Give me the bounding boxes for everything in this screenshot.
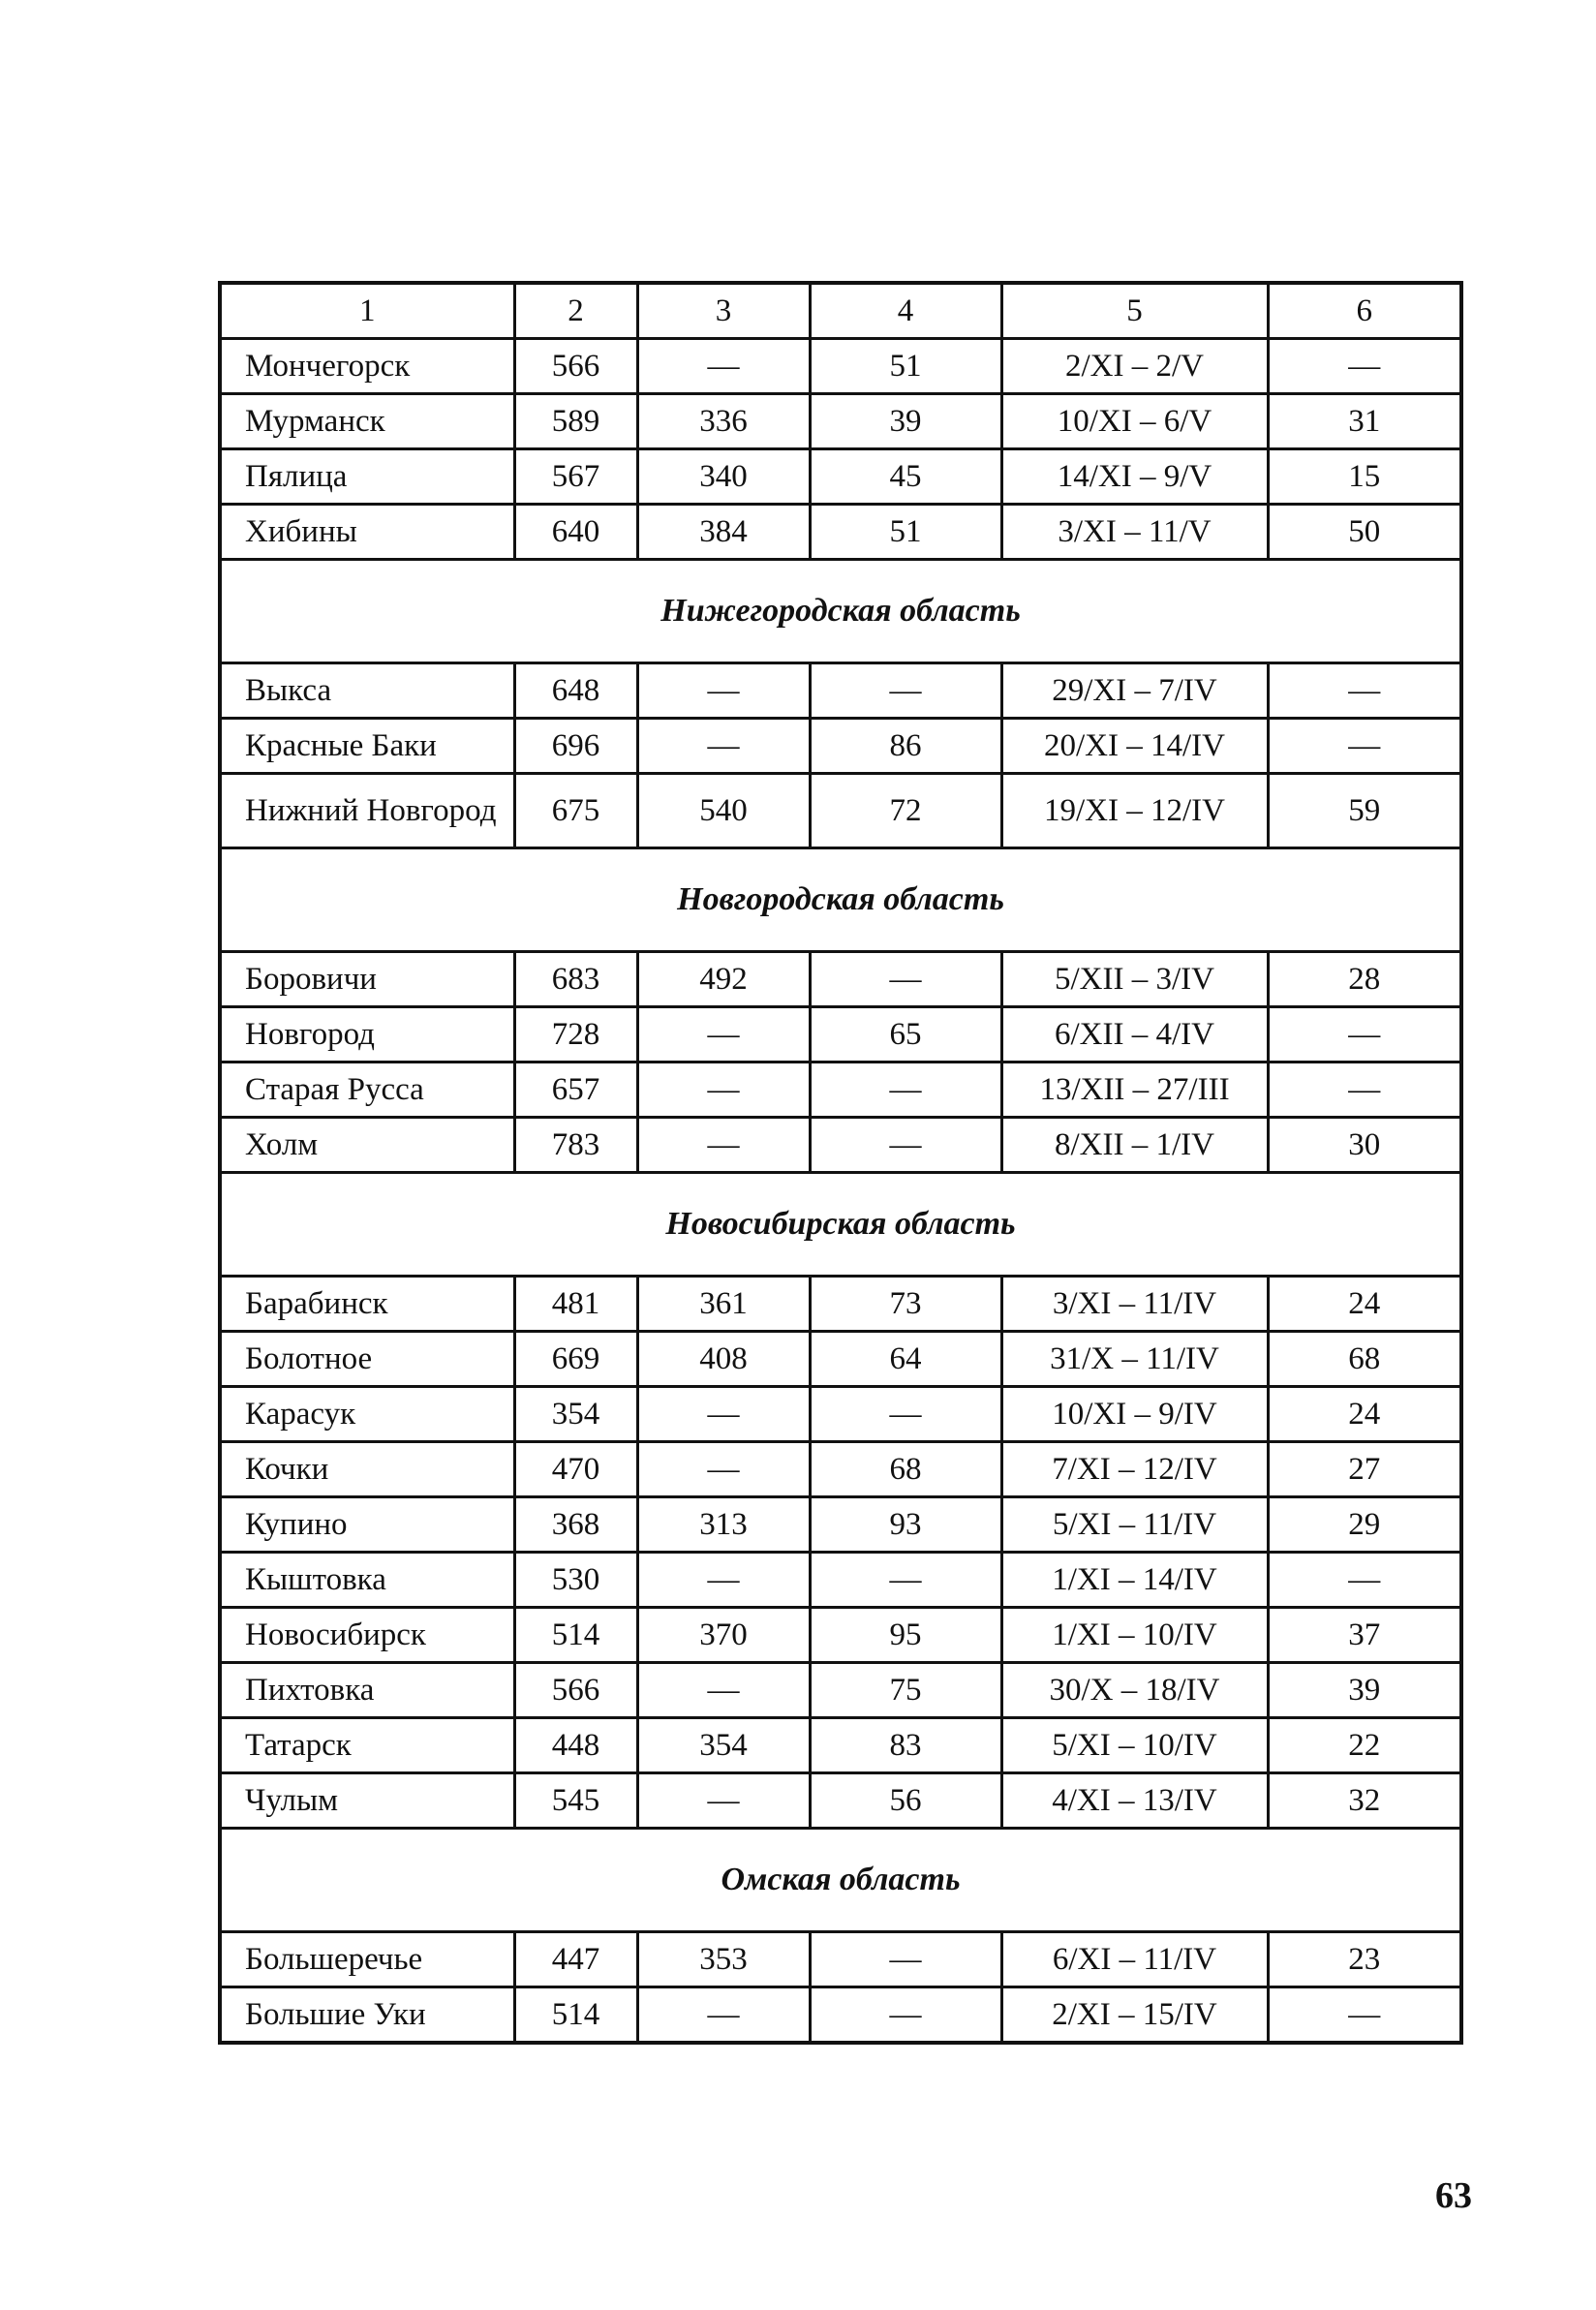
value-cell-col-5: 5/XII – 3/IV bbox=[1001, 952, 1268, 1007]
value-cell-col-2: 354 bbox=[514, 1387, 637, 1442]
value-cell-col-6: — bbox=[1268, 719, 1461, 774]
value-cell-col-3: — bbox=[637, 719, 810, 774]
value-cell-col-6: — bbox=[1268, 1553, 1461, 1608]
table-row bbox=[220, 1663, 1461, 1718]
station-name-cell: Пихтовка bbox=[220, 1663, 514, 1718]
value-cell-col-4: — bbox=[810, 952, 1001, 1007]
value-cell-col-5: 19/XI – 12/IV bbox=[1001, 774, 1268, 848]
value-cell-col-2: 669 bbox=[514, 1332, 637, 1387]
column-number-row bbox=[220, 283, 1461, 339]
station-name-cell: Новосибирск bbox=[220, 1608, 514, 1663]
value-cell-col-3: 361 bbox=[637, 1277, 810, 1332]
value-cell-col-5: 30/X – 18/IV bbox=[1001, 1663, 1268, 1718]
region-heading: Новосибирская область bbox=[220, 1173, 1461, 1277]
value-cell-col-6: 50 bbox=[1268, 505, 1461, 560]
column-number-cell: 6 bbox=[1268, 283, 1461, 339]
table-body bbox=[220, 283, 1461, 2043]
table-row bbox=[220, 1118, 1461, 1173]
value-cell-col-5: 1/XI – 14/IV bbox=[1001, 1553, 1268, 1608]
value-cell-col-2: 368 bbox=[514, 1497, 637, 1553]
value-cell-col-4: 93 bbox=[810, 1497, 1001, 1553]
value-cell-col-2: 470 bbox=[514, 1442, 637, 1497]
value-cell-col-6: — bbox=[1268, 339, 1461, 394]
station-name-cell: Кочки bbox=[220, 1442, 514, 1497]
value-cell-col-5: 1/XI – 10/IV bbox=[1001, 1608, 1268, 1663]
station-name-cell: Чулым bbox=[220, 1773, 514, 1829]
value-cell-col-2: 481 bbox=[514, 1277, 637, 1332]
table-row bbox=[220, 1332, 1461, 1387]
table-row bbox=[220, 1063, 1461, 1118]
value-cell-col-5: 14/XI – 9/V bbox=[1001, 449, 1268, 505]
value-cell-col-4: 75 bbox=[810, 1663, 1001, 1718]
value-cell-col-3: 340 bbox=[637, 449, 810, 505]
table-row bbox=[220, 1007, 1461, 1063]
value-cell-col-6: 24 bbox=[1268, 1277, 1461, 1332]
value-cell-col-6: 29 bbox=[1268, 1497, 1461, 1553]
value-cell-col-3: — bbox=[637, 1442, 810, 1497]
table-row bbox=[220, 394, 1461, 449]
region-heading-row bbox=[220, 1829, 1461, 1932]
value-cell-col-5: 3/XI – 11/V bbox=[1001, 505, 1268, 560]
station-name-cell: Большеречье bbox=[220, 1932, 514, 1987]
station-name-cell: Купино bbox=[220, 1497, 514, 1553]
value-cell-col-5: 6/XI – 11/IV bbox=[1001, 1932, 1268, 1987]
value-cell-col-4: — bbox=[810, 1932, 1001, 1987]
value-cell-col-2: 514 bbox=[514, 1987, 637, 2044]
station-name-cell: Старая Русса bbox=[220, 1063, 514, 1118]
value-cell-col-6: 24 bbox=[1268, 1387, 1461, 1442]
value-cell-col-6: 39 bbox=[1268, 1663, 1461, 1718]
value-cell-col-3: 353 bbox=[637, 1932, 810, 1987]
value-cell-col-4: — bbox=[810, 1063, 1001, 1118]
table-row bbox=[220, 663, 1461, 719]
region-heading: Омская область bbox=[220, 1829, 1461, 1932]
station-name-cell: Пялица bbox=[220, 449, 514, 505]
value-cell-col-6: 59 bbox=[1268, 774, 1461, 848]
table-row bbox=[220, 719, 1461, 774]
value-cell-col-5: 29/XI – 7/IV bbox=[1001, 663, 1268, 719]
value-cell-col-4: 45 bbox=[810, 449, 1001, 505]
station-name-cell: Карасук bbox=[220, 1387, 514, 1442]
value-cell-col-2: 566 bbox=[514, 1663, 637, 1718]
station-name-cell: Боровичи bbox=[220, 952, 514, 1007]
region-heading: Нижегородская область bbox=[220, 560, 1461, 663]
value-cell-col-3: — bbox=[637, 663, 810, 719]
value-cell-col-4: — bbox=[810, 663, 1001, 719]
value-cell-col-6: 37 bbox=[1268, 1608, 1461, 1663]
value-cell-col-4: 86 bbox=[810, 719, 1001, 774]
value-cell-col-3: 492 bbox=[637, 952, 810, 1007]
value-cell-col-5: 2/XI – 15/IV bbox=[1001, 1987, 1268, 2044]
value-cell-col-5: 10/XI – 6/V bbox=[1001, 394, 1268, 449]
region-heading-row bbox=[220, 560, 1461, 663]
value-cell-col-3: — bbox=[637, 339, 810, 394]
station-name-cell: Холм bbox=[220, 1118, 514, 1173]
value-cell-col-6: 32 bbox=[1268, 1773, 1461, 1829]
value-cell-col-6: 27 bbox=[1268, 1442, 1461, 1497]
value-cell-col-4: — bbox=[810, 1387, 1001, 1442]
column-number-cell: 1 bbox=[220, 283, 514, 339]
value-cell-col-6: — bbox=[1268, 1007, 1461, 1063]
value-cell-col-3: — bbox=[637, 1553, 810, 1608]
region-heading: Новгородская область bbox=[220, 848, 1461, 952]
value-cell-col-2: 589 bbox=[514, 394, 637, 449]
station-name-cell: Барабинск bbox=[220, 1277, 514, 1332]
value-cell-col-2: 728 bbox=[514, 1007, 637, 1063]
station-name-cell: Красные Баки bbox=[220, 719, 514, 774]
value-cell-col-5: 2/XI – 2/V bbox=[1001, 339, 1268, 394]
value-cell-col-3: 336 bbox=[637, 394, 810, 449]
value-cell-col-4: 64 bbox=[810, 1332, 1001, 1387]
value-cell-col-6: 15 bbox=[1268, 449, 1461, 505]
value-cell-col-3: 408 bbox=[637, 1332, 810, 1387]
value-cell-col-2: 640 bbox=[514, 505, 637, 560]
value-cell-col-3: — bbox=[637, 1063, 810, 1118]
value-cell-col-4: — bbox=[810, 1987, 1001, 2044]
value-cell-col-6: — bbox=[1268, 663, 1461, 719]
column-number-cell: 5 bbox=[1001, 283, 1268, 339]
value-cell-col-6: 23 bbox=[1268, 1932, 1461, 1987]
table-row bbox=[220, 1932, 1461, 1987]
station-name-cell: Мурманск bbox=[220, 394, 514, 449]
climate-data-table bbox=[218, 281, 1463, 2045]
value-cell-col-5: 13/XII – 27/III bbox=[1001, 1063, 1268, 1118]
region-heading-row bbox=[220, 848, 1461, 952]
value-cell-col-5: 7/XI – 12/IV bbox=[1001, 1442, 1268, 1497]
table-row bbox=[220, 1987, 1461, 2044]
value-cell-col-4: — bbox=[810, 1118, 1001, 1173]
value-cell-col-2: 683 bbox=[514, 952, 637, 1007]
value-cell-col-2: 657 bbox=[514, 1063, 637, 1118]
table-row bbox=[220, 505, 1461, 560]
value-cell-col-4: 68 bbox=[810, 1442, 1001, 1497]
table-row bbox=[220, 1387, 1461, 1442]
value-cell-col-5: 10/XI – 9/IV bbox=[1001, 1387, 1268, 1442]
column-number-cell: 4 bbox=[810, 283, 1001, 339]
column-number-cell: 3 bbox=[637, 283, 810, 339]
value-cell-col-3: 384 bbox=[637, 505, 810, 560]
station-name-cell: Мончегорск bbox=[220, 339, 514, 394]
value-cell-col-2: 566 bbox=[514, 339, 637, 394]
value-cell-col-5: 8/XII – 1/IV bbox=[1001, 1118, 1268, 1173]
table-row bbox=[220, 774, 1461, 848]
value-cell-col-4: 51 bbox=[810, 339, 1001, 394]
value-cell-col-2: 567 bbox=[514, 449, 637, 505]
value-cell-col-6: 22 bbox=[1268, 1718, 1461, 1773]
value-cell-col-4: 65 bbox=[810, 1007, 1001, 1063]
station-name-cell: Болотное bbox=[220, 1332, 514, 1387]
value-cell-col-5: 6/XII – 4/IV bbox=[1001, 1007, 1268, 1063]
value-cell-col-2: 447 bbox=[514, 1932, 637, 1987]
station-name-cell: Хибины bbox=[220, 505, 514, 560]
value-cell-col-6: — bbox=[1268, 1987, 1461, 2044]
value-cell-col-3: — bbox=[637, 1118, 810, 1173]
station-name-cell: Татарск bbox=[220, 1718, 514, 1773]
value-cell-col-6: 28 bbox=[1268, 952, 1461, 1007]
value-cell-col-3: — bbox=[637, 1987, 810, 2044]
value-cell-col-5: 31/X – 11/IV bbox=[1001, 1332, 1268, 1387]
value-cell-col-2: 448 bbox=[514, 1718, 637, 1773]
value-cell-col-5: 4/XI – 13/IV bbox=[1001, 1773, 1268, 1829]
value-cell-col-5: 5/XI – 11/IV bbox=[1001, 1497, 1268, 1553]
value-cell-col-5: 3/XI – 11/IV bbox=[1001, 1277, 1268, 1332]
station-name-cell: Новгород bbox=[220, 1007, 514, 1063]
value-cell-col-2: 514 bbox=[514, 1608, 637, 1663]
value-cell-col-2: 648 bbox=[514, 663, 637, 719]
region-heading-row bbox=[220, 1173, 1461, 1277]
value-cell-col-4: 51 bbox=[810, 505, 1001, 560]
page-number: 63 bbox=[1435, 2175, 1472, 2216]
value-cell-col-2: 783 bbox=[514, 1118, 637, 1173]
table-row bbox=[220, 1497, 1461, 1553]
value-cell-col-4: 72 bbox=[810, 774, 1001, 848]
value-cell-col-3: — bbox=[637, 1007, 810, 1063]
value-cell-col-3: — bbox=[637, 1387, 810, 1442]
value-cell-col-6: — bbox=[1268, 1063, 1461, 1118]
value-cell-col-2: 675 bbox=[514, 774, 637, 848]
value-cell-col-3: 370 bbox=[637, 1608, 810, 1663]
station-name-cell: Большие Уки bbox=[220, 1987, 514, 2044]
table-row bbox=[220, 1442, 1461, 1497]
value-cell-col-4: — bbox=[810, 1553, 1001, 1608]
value-cell-col-3: 313 bbox=[637, 1497, 810, 1553]
value-cell-col-4: 73 bbox=[810, 1277, 1001, 1332]
value-cell-col-6: 30 bbox=[1268, 1118, 1461, 1173]
table-row bbox=[220, 339, 1461, 394]
value-cell-col-6: 31 bbox=[1268, 394, 1461, 449]
table-row bbox=[220, 1553, 1461, 1608]
value-cell-col-4: 83 bbox=[810, 1718, 1001, 1773]
table-row bbox=[220, 1718, 1461, 1773]
value-cell-col-4: 95 bbox=[810, 1608, 1001, 1663]
table-row bbox=[220, 1277, 1461, 1332]
table-row bbox=[220, 952, 1461, 1007]
value-cell-col-3: — bbox=[637, 1773, 810, 1829]
value-cell-col-5: 5/XI – 10/IV bbox=[1001, 1718, 1268, 1773]
table-row bbox=[220, 1773, 1461, 1829]
value-cell-col-3: — bbox=[637, 1663, 810, 1718]
station-name-cell: Выкса bbox=[220, 663, 514, 719]
value-cell-col-2: 696 bbox=[514, 719, 637, 774]
value-cell-col-4: 39 bbox=[810, 394, 1001, 449]
value-cell-col-2: 530 bbox=[514, 1553, 637, 1608]
station-name-cell: Нижний Новгород bbox=[220, 774, 514, 848]
value-cell-col-6: 68 bbox=[1268, 1332, 1461, 1387]
value-cell-col-4: 56 bbox=[810, 1773, 1001, 1829]
column-number-cell: 2 bbox=[514, 283, 637, 339]
station-name-cell: Кыштовка bbox=[220, 1553, 514, 1608]
table-row bbox=[220, 449, 1461, 505]
value-cell-col-3: 354 bbox=[637, 1718, 810, 1773]
value-cell-col-5: 20/XI – 14/IV bbox=[1001, 719, 1268, 774]
value-cell-col-3: 540 bbox=[637, 774, 810, 848]
table-row bbox=[220, 1608, 1461, 1663]
value-cell-col-2: 545 bbox=[514, 1773, 637, 1829]
